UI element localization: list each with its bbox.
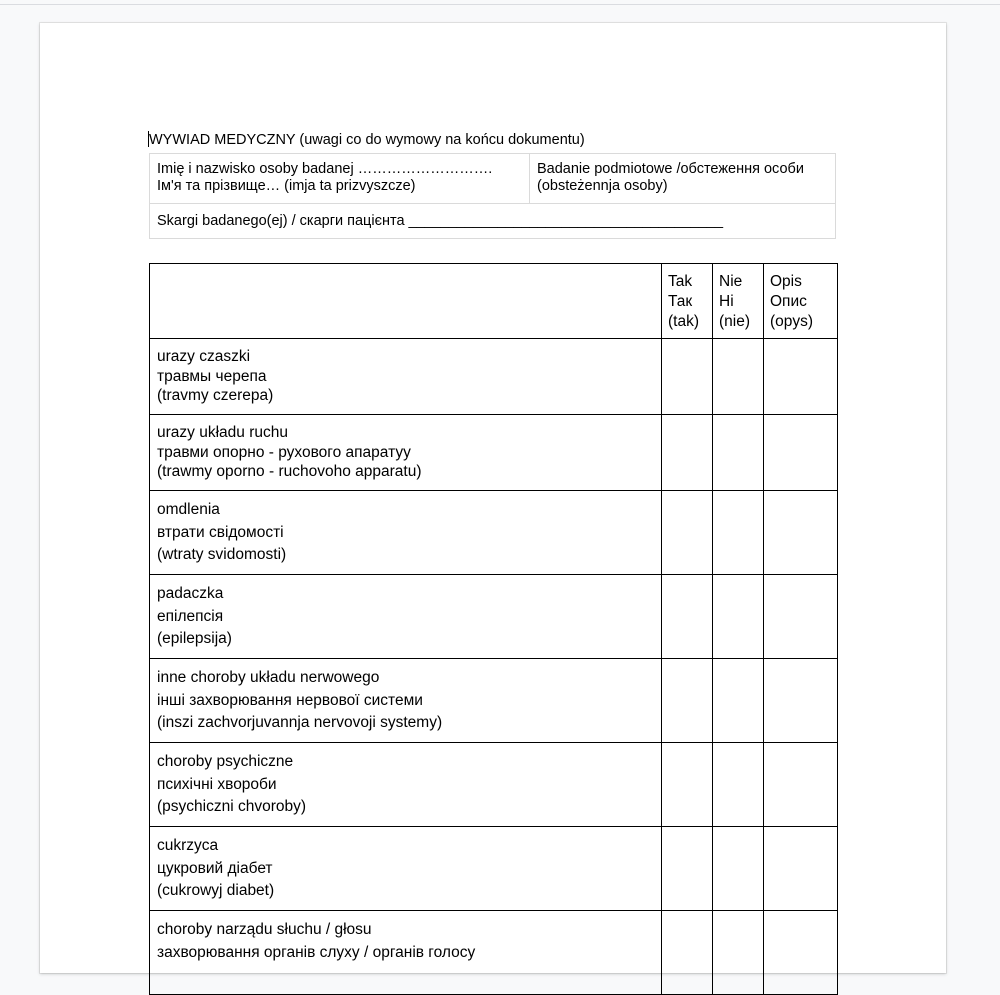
description-cell[interactable] bbox=[764, 743, 838, 827]
yes-cell[interactable] bbox=[662, 491, 713, 575]
condition-pl: omdlenia bbox=[157, 501, 220, 518]
table-row bbox=[150, 575, 838, 659]
table-row bbox=[150, 339, 838, 415]
condition-cell[interactable] bbox=[150, 575, 662, 659]
header-yes-cell[interactable] bbox=[662, 264, 713, 339]
table-row bbox=[150, 659, 838, 743]
header-yes-translit: (tak) bbox=[668, 313, 699, 330]
medical-history-table bbox=[149, 263, 838, 995]
condition-translit: (psychiczni chvoroby) bbox=[157, 798, 307, 815]
header-description-uk: Опис bbox=[770, 293, 807, 310]
header-description-cell[interactable] bbox=[764, 264, 838, 339]
table-row bbox=[150, 911, 838, 995]
condition-cell[interactable] bbox=[150, 491, 662, 575]
condition-translit: (trawmy oporno - ruchovoho apparatu) bbox=[157, 463, 422, 480]
description-cell[interactable] bbox=[764, 659, 838, 743]
condition-cell[interactable] bbox=[150, 659, 662, 743]
yes-cell[interactable] bbox=[662, 659, 713, 743]
condition-translit: (cukrowyj diabet) bbox=[157, 882, 275, 899]
condition-uk: інші захворювання нервової системи bbox=[157, 691, 423, 709]
condition-uk: цукровий діабет bbox=[157, 859, 273, 877]
table-row bbox=[150, 415, 838, 491]
condition-translit: (inszi zachvorjuvannja nervovoji systemy) bbox=[157, 714, 443, 731]
header-yes-pl: Tak bbox=[668, 273, 693, 290]
condition-cell[interactable] bbox=[150, 911, 662, 995]
header-no-cell[interactable] bbox=[713, 264, 764, 339]
description-cell[interactable] bbox=[764, 911, 838, 995]
table-row bbox=[150, 491, 838, 575]
yes-cell[interactable] bbox=[662, 911, 713, 995]
patient-name-label: Imię i nazwisko osoby badanej ………………………. bbox=[157, 161, 493, 177]
no-cell[interactable] bbox=[713, 743, 764, 827]
document-title-text: WYWIAD MEDYCZNY (uwagi co do wymowy na końcu dokumentu) bbox=[149, 132, 585, 148]
condition-uk: захворювання органів слуху / органів голосу bbox=[157, 943, 476, 961]
patient-name-cell[interactable] bbox=[150, 154, 530, 204]
yes-cell[interactable] bbox=[662, 339, 713, 415]
no-cell[interactable] bbox=[713, 415, 764, 491]
complaints-label: Skargi badanego(ej) / скарги пацієнта _______________________________________ bbox=[157, 213, 724, 229]
description-cell[interactable] bbox=[764, 827, 838, 911]
table-row bbox=[150, 827, 838, 911]
no-cell[interactable] bbox=[713, 911, 764, 995]
header-description-pl: Opis bbox=[770, 273, 802, 290]
top-toolbar-edge bbox=[0, 0, 1000, 5]
header-description-translit: (opys) bbox=[770, 313, 814, 330]
condition-cell[interactable] bbox=[150, 415, 662, 491]
yes-cell[interactable] bbox=[662, 743, 713, 827]
yes-cell[interactable] bbox=[662, 575, 713, 659]
condition-pl: urazy układu ruchu bbox=[157, 424, 288, 441]
condition-cell[interactable] bbox=[150, 339, 662, 415]
condition-uk: травми опорно - рухового апаратуу bbox=[157, 443, 411, 461]
header-empty-cell[interactable] bbox=[150, 264, 662, 339]
condition-pl: urazy czaszki bbox=[157, 348, 251, 365]
document-page bbox=[40, 23, 946, 973]
condition-translit: (travmy czerepa) bbox=[157, 387, 274, 404]
description-cell[interactable] bbox=[764, 415, 838, 491]
exam-label-translit: (obsteżennja osoby) bbox=[537, 178, 668, 194]
patient-name-label-uk: Ім'я та прізвище… (imja ta prizvyszcze) bbox=[157, 178, 416, 194]
condition-uk: травмы черепа bbox=[157, 367, 267, 385]
header-yes-uk: Так bbox=[668, 293, 693, 310]
document-title[interactable] bbox=[148, 131, 585, 148]
yes-cell[interactable] bbox=[662, 415, 713, 491]
patient-info-table bbox=[149, 153, 836, 239]
header-no-translit: (nie) bbox=[719, 313, 751, 330]
condition-translit: (wtraty svidomosti) bbox=[157, 546, 287, 563]
description-cell[interactable] bbox=[764, 491, 838, 575]
condition-translit: (epilepsija) bbox=[157, 630, 232, 647]
condition-pl: choroby narządu słuchu / głosu bbox=[157, 921, 372, 938]
no-cell[interactable] bbox=[713, 659, 764, 743]
table-header-row bbox=[150, 264, 838, 339]
yes-cell[interactable] bbox=[662, 827, 713, 911]
condition-uk: епілепсія bbox=[157, 607, 224, 625]
table-row bbox=[150, 743, 838, 827]
exam-label: Badanie podmiotowe /обстеження особи bbox=[537, 161, 804, 177]
no-cell[interactable] bbox=[713, 491, 764, 575]
condition-uk: втрати свідомості bbox=[157, 523, 284, 541]
condition-cell[interactable] bbox=[150, 827, 662, 911]
condition-pl: padaczka bbox=[157, 585, 224, 602]
condition-pl: cukrzyca bbox=[157, 837, 219, 854]
description-cell[interactable] bbox=[764, 339, 838, 415]
condition-cell[interactable] bbox=[150, 743, 662, 827]
condition-uk: психічні хвороби bbox=[157, 775, 277, 793]
no-cell[interactable] bbox=[713, 827, 764, 911]
no-cell[interactable] bbox=[713, 575, 764, 659]
condition-pl: inne choroby układu nerwowego bbox=[157, 669, 380, 686]
header-no-pl: Nie bbox=[719, 273, 743, 290]
complaints-cell[interactable] bbox=[150, 204, 836, 239]
no-cell[interactable] bbox=[713, 339, 764, 415]
description-cell[interactable] bbox=[764, 575, 838, 659]
exam-cell[interactable] bbox=[530, 154, 836, 204]
header-no-uk: Hi bbox=[719, 293, 734, 310]
condition-pl: choroby psychiczne bbox=[157, 753, 294, 770]
